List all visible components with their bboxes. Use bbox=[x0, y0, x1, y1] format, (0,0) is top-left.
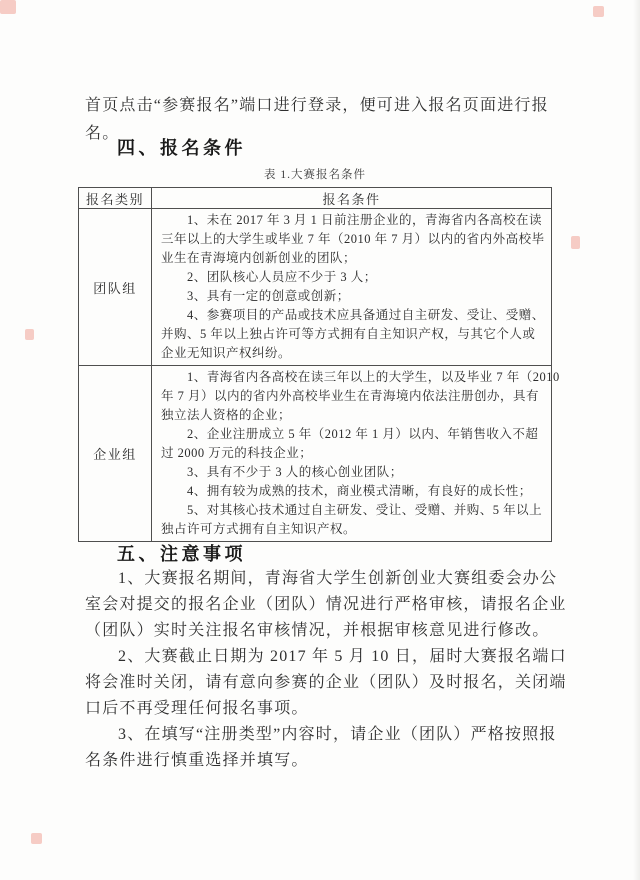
note-line: 将会准时关闭，请有意向参赛的企业（团队）及时报名，关闭端 bbox=[85, 674, 567, 691]
note-line: 口后不再受理任何报名事项。 bbox=[85, 700, 309, 717]
scan-mark bbox=[0, 0, 16, 14]
conditions-cell-team bbox=[152, 209, 552, 366]
conditions-cell-enterprise bbox=[152, 366, 560, 542]
condition-line: 独占许可方式拥有自主知识产权。 bbox=[161, 522, 357, 536]
column-header-category: 报名类别 bbox=[79, 188, 152, 209]
intro-line: 首页点击“参赛报名”端口进行登录，便可进入报名页面进行报 bbox=[85, 97, 549, 114]
table-header-row bbox=[79, 188, 552, 209]
table-row-team-group bbox=[79, 209, 552, 366]
section-heading-notes: 五、注意事项 bbox=[117, 544, 246, 564]
condition-line: 年 7 月）以内的省内外高校毕业生在青海境内依法注册创办，具有 bbox=[161, 389, 540, 403]
condition-line: 4、拥有较为成熟的技术，商业模式清晰，有良好的成长性； bbox=[187, 484, 532, 498]
section-heading-registration-conditions: 四、报名条件 bbox=[117, 138, 246, 158]
note-paragraph-1 bbox=[85, 566, 565, 644]
scan-mark bbox=[31, 833, 42, 844]
note-line: 2、大赛截止日期为 2017 年 5 月 10 日，届时大赛报名端口 bbox=[118, 648, 567, 665]
note-line: 1、大赛报名期间，青海省大学生创新创业大赛组委会办公 bbox=[118, 570, 558, 587]
condition-line: 业生在青海境内创新创业的团队； bbox=[161, 251, 357, 265]
condition-line: 企业无知识产权纠纷。 bbox=[161, 346, 292, 360]
condition-line: 并购、5 年以上独占许可等方式拥有自主知识产权，与其它个人或 bbox=[161, 327, 536, 341]
note-paragraph-3 bbox=[85, 722, 565, 774]
notes-section bbox=[85, 566, 565, 774]
scan-edge-shadow bbox=[633, 0, 640, 880]
condition-line: 5、对其核心技术通过自主研发、受让、受赠、并购、5 年以上 bbox=[187, 503, 543, 517]
note-line: 名条件进行慎重选择并填写。 bbox=[85, 752, 309, 769]
table-caption: 表 1.大赛报名条件 bbox=[264, 169, 366, 181]
condition-line: 1、未在 2017 年 3 月 1 日前注册企业的，青海省内各高校在读 bbox=[187, 213, 543, 227]
condition-line: 2、团队核心人员应不少于 3 人； bbox=[187, 270, 377, 284]
condition-line: 3、具有不少于 3 人的核心创业团队； bbox=[187, 465, 403, 479]
registration-conditions-table bbox=[78, 187, 560, 542]
scan-mark bbox=[25, 329, 34, 340]
condition-line: 1、青海省内各高校在读三年以上的大学生，以及毕业 7 年（2010 bbox=[187, 370, 560, 384]
note-line: （团队）实时关注报名审核情况，并根据审核意见进行修改。 bbox=[85, 622, 550, 639]
condition-line: 三年以上的大学生或毕业 7 年（2010 年 7 月）以内的省内外高校毕 bbox=[161, 232, 545, 246]
note-line: 室会对提交的报名企业（团队）情况进行严格审核，请报名企业 bbox=[85, 596, 567, 613]
category-cell-team: 团队组 bbox=[79, 209, 152, 366]
condition-line: 2、企业注册成立 5 年（2012 年 1 月）以内、年销售收入不超 bbox=[187, 427, 539, 441]
column-header-conditions: 报名条件 bbox=[152, 188, 552, 209]
condition-line: 独立法人资格的企业； bbox=[161, 408, 292, 422]
category-cell-enterprise: 企业组 bbox=[79, 366, 152, 542]
note-line: 3、在填写“注册类型”内容时，请企业（团队）严格按照报 bbox=[118, 726, 557, 743]
scan-mark bbox=[571, 236, 580, 249]
condition-line: 4、参赛项目的产品或技术应具备通过自主研发、受让、受赠、 bbox=[187, 308, 545, 322]
table-row-enterprise-group bbox=[79, 366, 552, 542]
note-paragraph-2 bbox=[85, 644, 565, 722]
condition-line: 过 2000 万元的科技企业； bbox=[161, 446, 313, 460]
condition-line: 3、具有一定的创意或创新； bbox=[187, 289, 350, 303]
scan-mark bbox=[593, 6, 604, 17]
intro-line: 名。 bbox=[85, 125, 120, 142]
